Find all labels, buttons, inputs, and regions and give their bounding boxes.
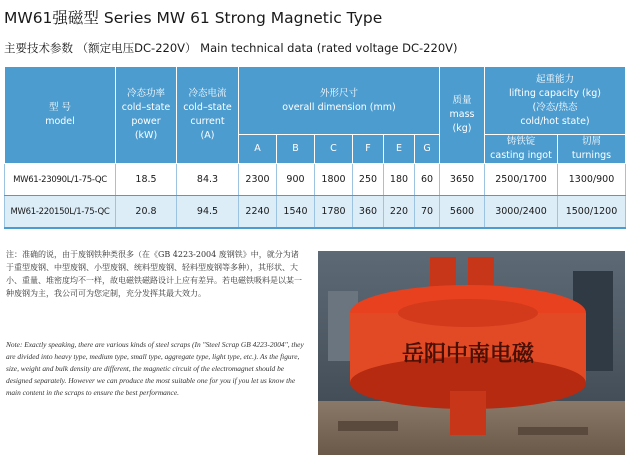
header-current-unit: (A) bbox=[200, 130, 215, 141]
header-current-en: cold–state bbox=[183, 102, 232, 113]
header-dim-e: E bbox=[384, 135, 415, 164]
header-power-en2: power bbox=[131, 116, 161, 127]
cell-dim-c: 1800 bbox=[315, 164, 353, 196]
magnet-top-ring bbox=[398, 299, 538, 327]
header-dimension bbox=[239, 67, 440, 135]
cell-dim-c: 1780 bbox=[315, 196, 353, 229]
cell-dim-e: 180 bbox=[384, 164, 415, 196]
header-mass-unit: (kg) bbox=[452, 123, 472, 134]
cell-power: 20.8 bbox=[116, 196, 177, 229]
header-dimension-cn: 外形尺寸 bbox=[319, 87, 358, 99]
cell-dim-b: 900 bbox=[277, 164, 315, 196]
cell-turnings: 1500/1200 bbox=[558, 196, 626, 229]
note-english: Note: Exactly speaking, there are various kinds of steel scraps (In "Steel Scrap GB 4223-2004", they are divided into heavy type, medium type, small type, aggregate type, light type, etc.). As the figure, size, weight and bulk density are different, the magnetic circuit of the electromagnet should be designed separately. However we can produce the most suitable one for you if you let us know the main content in the scraps to ensure the best performance. bbox=[6, 340, 304, 397]
header-current-en2: current bbox=[190, 116, 225, 127]
header-lifting bbox=[485, 67, 626, 135]
header-mass-en: mass bbox=[449, 109, 475, 120]
header-dim-a: A bbox=[239, 135, 277, 164]
header-ingot bbox=[485, 135, 558, 164]
cell-dim-b: 1540 bbox=[277, 196, 315, 229]
cell-dim-f: 250 bbox=[353, 164, 384, 196]
header-ingot-en: casting ingot bbox=[490, 150, 552, 161]
header-model-en: model bbox=[45, 116, 75, 127]
header-turnings bbox=[558, 135, 626, 164]
cell-dim-e: 220 bbox=[384, 196, 415, 229]
header-ingot-cn: 铸铁锭 bbox=[506, 136, 536, 147]
cell-current: 84.3 bbox=[177, 164, 239, 196]
table-row bbox=[5, 164, 626, 196]
cell-mass: 3650 bbox=[440, 164, 485, 196]
header-current bbox=[177, 67, 239, 164]
header-current-cn: 冷态电流 bbox=[188, 88, 227, 99]
header-dimension-en: overall dimension (mm) bbox=[282, 101, 396, 113]
header-power-cn: 冷态功率 bbox=[126, 88, 165, 99]
cell-model: MW61-23090L/1-75-QC bbox=[5, 164, 116, 196]
header-dim-g: G bbox=[415, 135, 440, 164]
cell-current: 94.5 bbox=[177, 196, 239, 229]
header-dim-c: C bbox=[315, 135, 353, 164]
floor-debris bbox=[518, 427, 588, 435]
note-chinese: 注：准确的说，由于废钢铁种类很多（在《GB 4223-2004 废钢铁》中，就分为诸于重型废钢、中型废钢、小型废钢、统料型废钢、轻料型废钢等多种），其形状、大小、重量、堆密度均不一样，故电磁铁磁路设计上应有差异。若电磁铁吸料是以某一种废钢为主，我公司可为您定制，充分发挥其最大效力。 bbox=[6, 250, 302, 298]
header-lifting-en: lifting capacity (kg) bbox=[509, 87, 601, 99]
header-mass-cn: 质量 bbox=[452, 95, 472, 106]
cell-power: 18.5 bbox=[116, 164, 177, 196]
cell-dim-a: 2300 bbox=[239, 164, 277, 196]
cell-ingot: 2500/1700 bbox=[485, 164, 558, 196]
header-turnings-cn: 切屑 bbox=[581, 136, 601, 147]
header-lifting-en2: cold/hot state) bbox=[520, 115, 590, 127]
floor-debris bbox=[338, 421, 398, 431]
table-row bbox=[5, 196, 626, 229]
header-power-en: cold–state bbox=[121, 102, 171, 113]
spec-table bbox=[4, 66, 626, 229]
cell-turnings: 1300/900 bbox=[558, 164, 626, 196]
cell-ingot: 3000/2400 bbox=[485, 196, 558, 229]
lifting-magnet-photo bbox=[318, 251, 625, 455]
header-power-unit: (kW) bbox=[134, 130, 158, 141]
header-turnings-en: turnings bbox=[571, 150, 612, 161]
magnet-brand-text: 岳阳中南电磁 bbox=[401, 342, 535, 367]
header-mass bbox=[440, 67, 485, 164]
cell-dim-g: 70 bbox=[415, 196, 440, 229]
header-dim-b: B bbox=[277, 135, 315, 164]
cell-dim-a: 2240 bbox=[239, 196, 277, 229]
cell-mass: 5600 bbox=[440, 196, 485, 229]
cell-dim-g: 60 bbox=[415, 164, 440, 196]
header-model bbox=[5, 67, 116, 164]
magnet-pole bbox=[450, 391, 486, 435]
header-lifting-cn2: (冷态/热态 bbox=[532, 101, 578, 113]
header-power bbox=[116, 67, 177, 164]
header-model-cn: 型 号 bbox=[48, 102, 72, 113]
page-subtitle: 主要技术参数 （额定电压DC-220V） Main technical data (rated voltage DC-220V) bbox=[4, 41, 458, 55]
header-lifting-cn: 起重能力 bbox=[535, 73, 574, 85]
header-dim-f: F bbox=[353, 135, 384, 164]
page-title: MW61强磁型 Series MW 61 Strong Magnetic Type bbox=[4, 9, 383, 27]
cell-dim-f: 360 bbox=[353, 196, 384, 229]
cell-model: MW61-220150L/1-75-QC bbox=[5, 196, 116, 229]
